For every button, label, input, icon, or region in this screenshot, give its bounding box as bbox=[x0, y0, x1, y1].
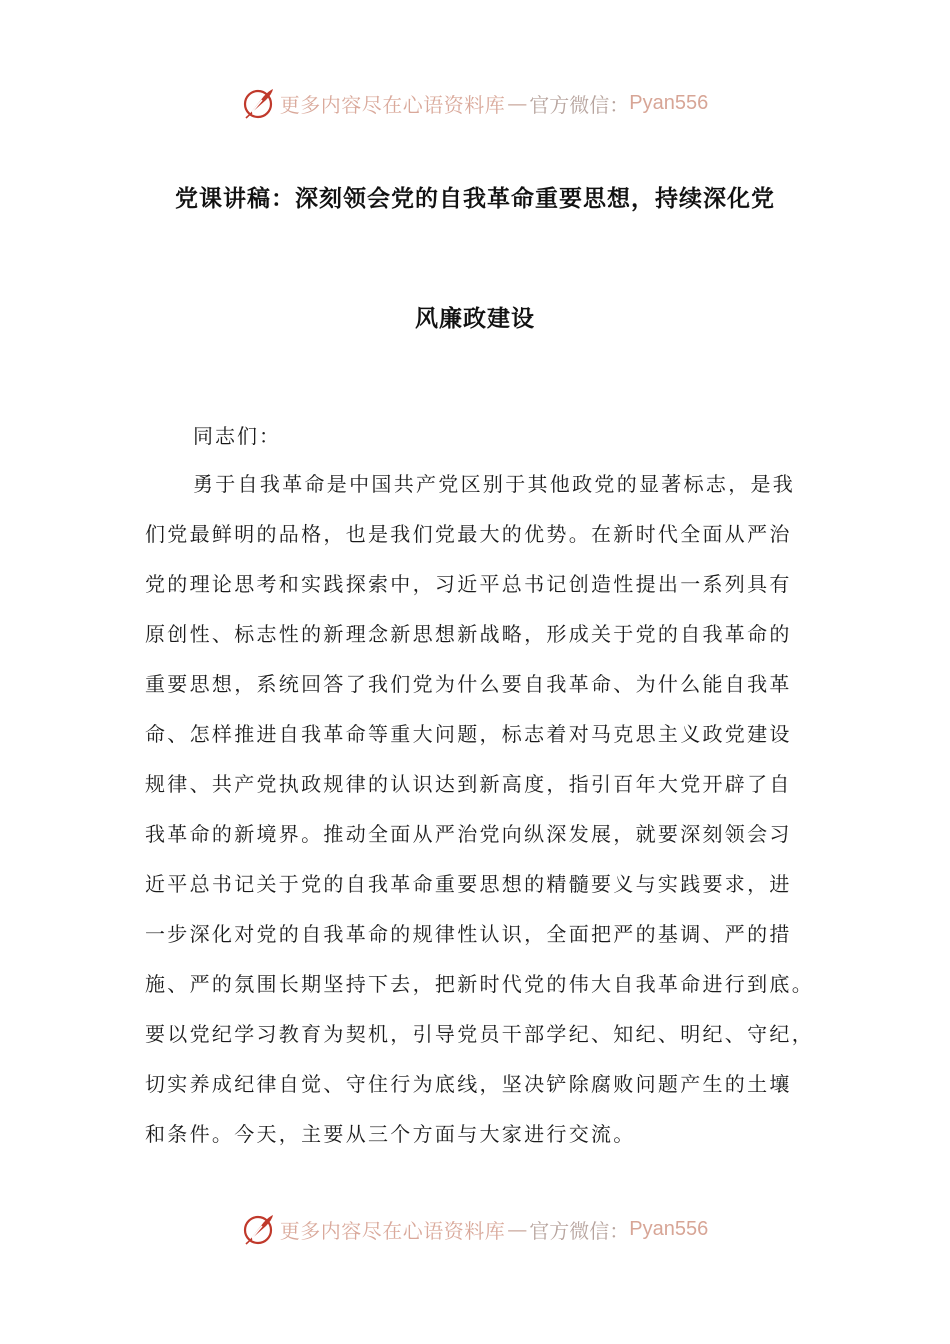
watermark-site-text: 更多内容尽在心语资料库 bbox=[279, 1218, 506, 1243]
greeting: 同志们： bbox=[193, 424, 281, 448]
paragraph-line: 和条件。今天，主要从三个方面与大家进行交流。 bbox=[145, 1122, 636, 1146]
document-title-line-1: 党课讲稿：深刻领会党的自我革命重要思想，持续深化党 bbox=[175, 186, 775, 212]
paragraph-line: 切实养成纪律自觉、守住行为底线，坚决铲除腐败问题产生的土壤 bbox=[145, 1072, 792, 1096]
watermark-wechat-id: Pyan556 bbox=[629, 1217, 709, 1240]
pen-feather-logo-icon bbox=[242, 86, 276, 120]
pen-feather-logo-icon bbox=[242, 1212, 276, 1246]
paragraph-line: 要以党纪学习教育为契机，引导党员干部学纪、知纪、明纪、守纪， bbox=[145, 1022, 814, 1046]
watermark-separator: — bbox=[507, 91, 528, 115]
paragraph-line: 党的理论思考和实践探索中，习近平总书记创造性提出一系列具有 bbox=[145, 572, 792, 596]
paragraph-line: 们党最鲜明的品格，也是我们党最大的优势。在新时代全面从严治 bbox=[145, 522, 792, 546]
paragraph-line: 一步深化对党的自我革命的规律性认识，全面把严的基调、严的措 bbox=[145, 922, 792, 946]
paragraph-line: 重要思想，系统回答了我们党为什么要自我革命、为什么能自我革 bbox=[145, 672, 792, 696]
watermark-separator: — bbox=[507, 1217, 528, 1241]
paragraph-line: 命、怎样推进自我革命等重大问题，标志着对马克思主义政党建设 bbox=[145, 722, 792, 746]
paragraph-line: 规律、共产党执政规律的认识达到新高度，指引百年大党开辟了自 bbox=[145, 772, 792, 796]
watermark-footer bbox=[0, 1209, 950, 1249]
paragraph-line: 勇于自我革命是中国共产党区别于其他政党的显著标志，是我 bbox=[193, 472, 796, 496]
watermark-header bbox=[0, 83, 950, 123]
watermark-label: 官方微信： bbox=[529, 92, 630, 117]
paragraph-line: 施、严的氛围长期坚持下去，把新时代党的伟大自我革命进行到底。 bbox=[145, 972, 814, 996]
paragraph-line: 原创性、标志性的新理念新思想新战略，形成关于党的自我革命的 bbox=[145, 622, 792, 646]
watermark-label: 官方微信： bbox=[529, 1218, 630, 1243]
watermark-site-text: 更多内容尽在心语资料库 bbox=[279, 92, 506, 117]
watermark-wechat-id: Pyan556 bbox=[629, 91, 709, 114]
paragraph-line: 我革命的新境界。推动全面从严治党向纵深发展，就要深刻领会习 bbox=[145, 822, 792, 846]
body-paragraph bbox=[145, 470, 825, 1170]
paragraph-line: 近平总书记关于党的自我革命重要思想的精髓要义与实践要求，进 bbox=[145, 872, 792, 896]
document-title-line-2: 风廉政建设 bbox=[415, 306, 535, 332]
